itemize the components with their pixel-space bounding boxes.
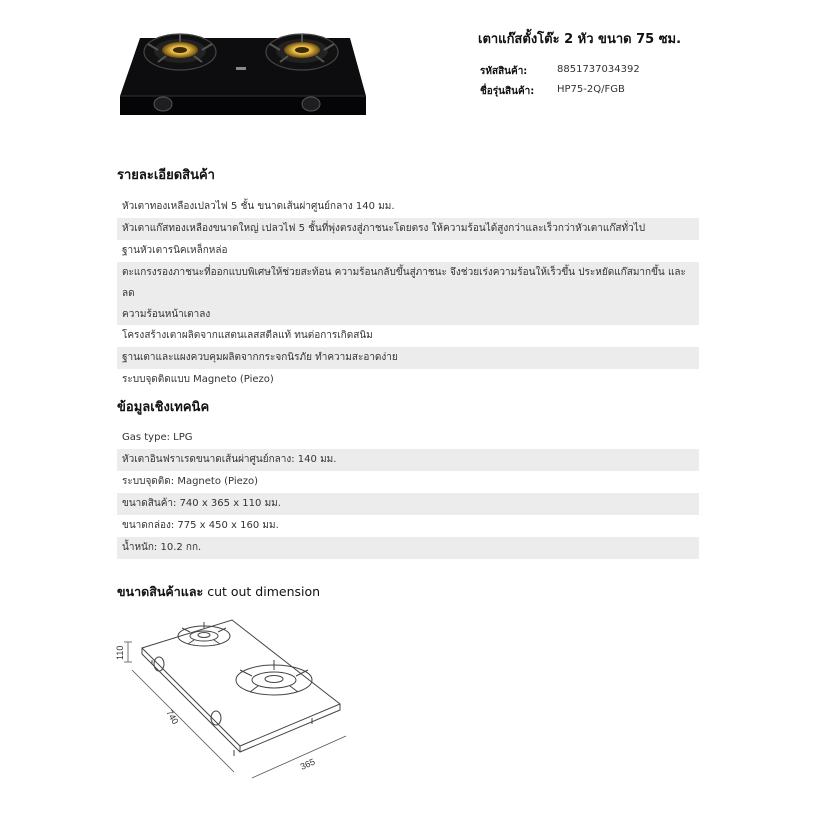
knob-front-left-icon (154, 657, 164, 671)
burner-right-icon (266, 34, 338, 70)
product-model-label: ชื่อรุ่นสินค้า: (480, 86, 535, 97)
specs-row: ระบบจุดติด: Magneto (Piezo) (122, 476, 259, 487)
dimension-heading: ขนาดสินค้าและ cut out dimension (117, 584, 321, 599)
product-code-label: รหัสสินค้า: (480, 66, 528, 77)
details-list (117, 196, 699, 391)
product-code-value: 8851737034392 (557, 64, 640, 75)
details-row: ระบบจุดติดแบบ Magneto (Piezo) (122, 374, 274, 385)
details-heading: รายละเอียดสินค้า (117, 168, 215, 183)
length-label: 740 (164, 708, 181, 727)
height-label: 110 (115, 645, 125, 660)
details-row: โครงสร้างเตาผลิตจากแสตนเลสสตีลแท้ ทนต่อการเกิดสนิม (122, 330, 373, 341)
specs-list (117, 427, 699, 559)
details-row-continued: ความร้อนหน้าเตาลง (117, 304, 699, 325)
specs-row: หัวเตาอินฟราเรดขนาดเส้นผ่าศูนย์กลาง: 140 มม. (117, 449, 699, 471)
details-row: ฐานเตาและแผงควบคุมผลิตจากกระจกนิรภัย ทำความสะอาดง่าย (117, 347, 699, 369)
product-title: เตาแก๊สตั้งโต๊ะ 2 หัว ขนาด 75 ซม. (478, 32, 682, 47)
specs-heading: ข้อมูลเชิงเทคนิค (117, 400, 210, 415)
knob-right-icon (302, 97, 320, 111)
details-row: หัวเตาแก๊สทองเหลืองขนาดใหญ่ เปลวไฟ 5 ชั้นที่พุ่งตรงสู่ภาชนะโดยตรง ให้ความร้อนได้สูงกว่าและเร็วกว่าหัวเตาแก๊สทั่วไป (117, 218, 699, 240)
specs-row: Gas type: LPG (122, 432, 193, 443)
details-row: หัวเตาทองเหลืองเปลวไฟ 5 ชั้น ขนาดเส้นผ่าศูนย์กลาง 140 มม. (122, 201, 395, 212)
specs-row: ขนาดกล่อง: 775 x 450 x 160 มม. (122, 520, 279, 531)
details-row: ฐานหัวเตารนิคเหล็กหล่อ (122, 245, 228, 256)
details-row: ตะแกรงรองภาชนะที่ออกแบบพิเศษให้ช่วยสะท้อน ความร้อนกลับขึ้นสู่ภาชนะ จึงช่วยเร่งความร้อนให้เร็วขึ้น ประหยัดแก๊สมากขึ้น และลด (117, 262, 699, 304)
dimension-diagram (112, 612, 352, 792)
width-label: 365 (298, 756, 317, 772)
product-model-value: HP75-2Q/FGB (557, 84, 625, 95)
product-photo (118, 20, 368, 120)
specs-row: ขนาดสินค้า: 740 x 365 x 110 มม. (117, 493, 699, 515)
knob-left-icon (154, 97, 172, 111)
burner-front-icon (236, 660, 312, 695)
burner-left-icon (144, 34, 216, 70)
specs-row: น้ำหนัก: 10.2 กก. (117, 537, 699, 559)
